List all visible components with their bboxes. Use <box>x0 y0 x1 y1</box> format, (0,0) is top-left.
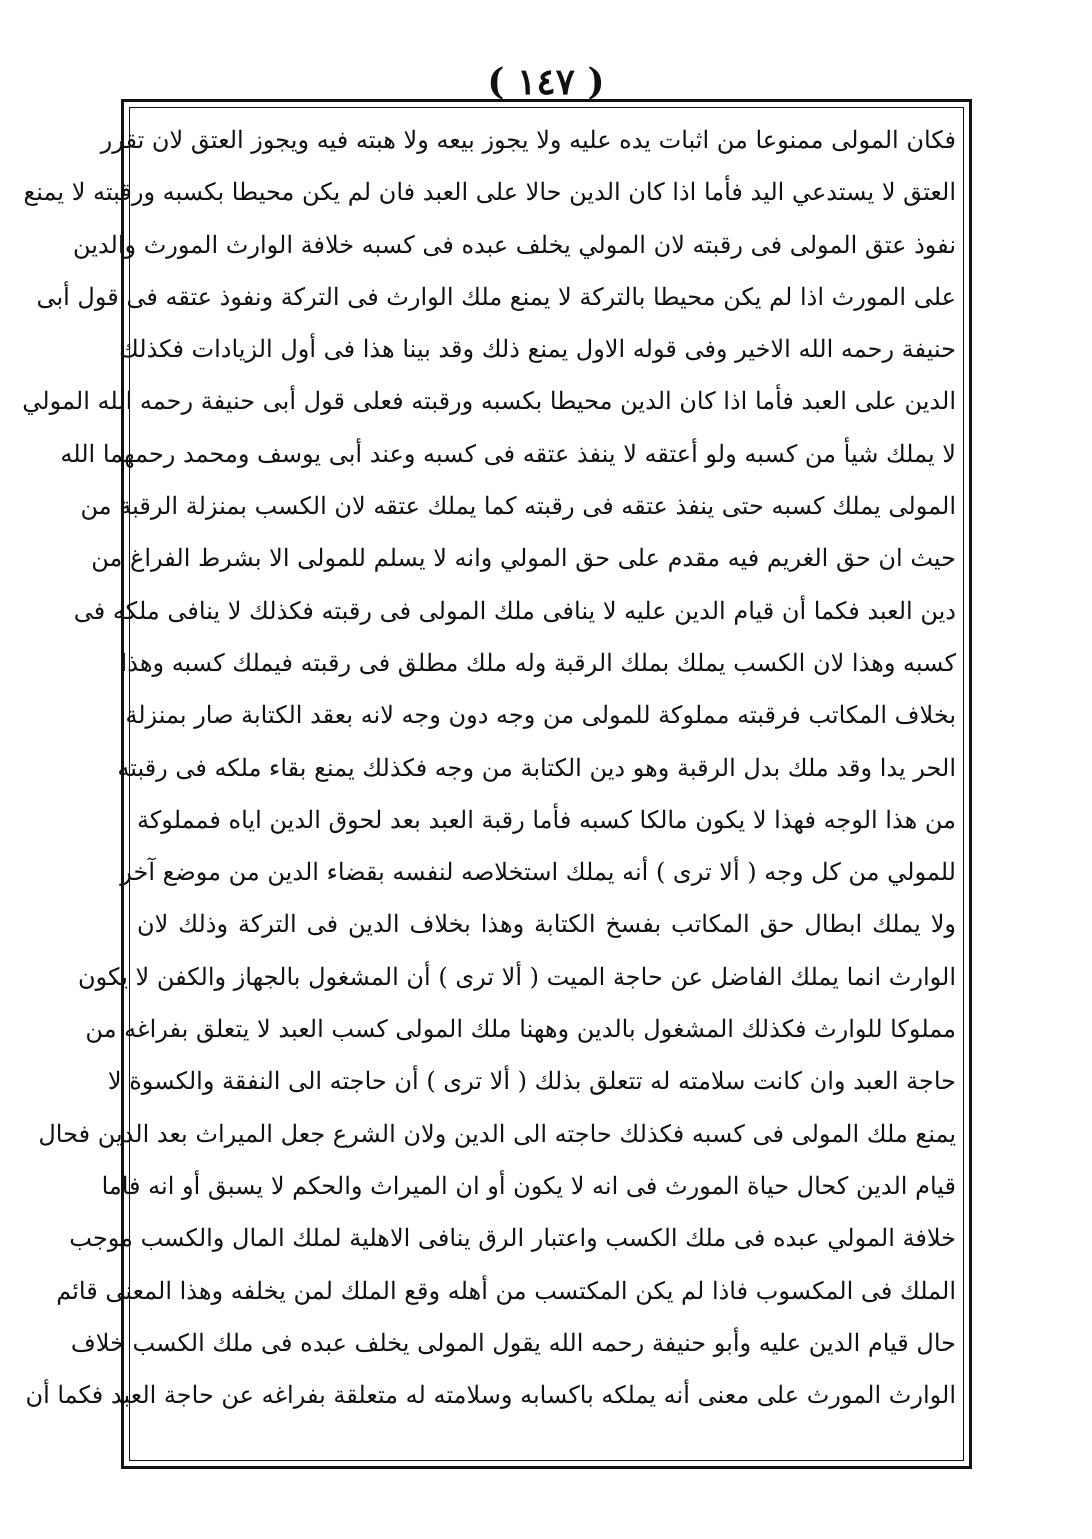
text-body <box>22 114 956 1454</box>
text-line: الوارث انما يملك الفاضل عن حاجة الميت ( ألا ترى ) أن المشغول بالجهاز والكفن لا يكون <box>77 962 956 991</box>
text-line: الدين على العبد فأما اذا كان الدين محيطا بكسبه ورقبته فعلى قول أبى حنيفة رحمه الله المولي <box>22 387 956 416</box>
text-line: دين العبد فكما أن قيام الدين عليه لا ينافى ملك المولى فى رقبته فكذلك لا ينافى ملكه فى <box>73 596 956 625</box>
text-line: العتق لا يستدعي اليد فأما اذا كان الدين حالا على العبد فان لم يكن محيطا بكسبه ورقبته لا يمنع <box>23 178 956 207</box>
text-line: للمولي من كل وجه ( ألا ترى ) أنه يملك استخلاصه لنفسه بقضاء الدين من موضع آخر <box>120 858 956 887</box>
text-line: حاجة العبد وان كانت سلامته له تتعلق بذلك ( ألا ترى ) أن حاجته الى النفقة والكسوة لا <box>107 1067 956 1096</box>
text-line: على المورث اذا لم يكن محيطا بالتركة لا يمنع ملك الوارث فى التركة ونفوذ عتقه فى قول أبى <box>36 282 956 311</box>
page-number: ( ١٤٧ ) <box>487 61 605 103</box>
text-line: حال قيام الدين عليه وأبو حنيفة رحمه الله يقول المولى يخلف عبده فى ملك الكسب خلاف <box>70 1328 956 1357</box>
text-line: لا يملك شيأ من كسبه ولو أعتقه لا ينفذ عتقه فى كسبه وعند أبى يوسف ومحمد رحمهما الله <box>60 439 956 468</box>
text-line: كسبه وهذا لان الكسب يملك بملك الرقبة وله ملك مطلق فى رقبته فيملك كسبه وهذا <box>120 648 956 677</box>
text-line: مملوكا للوارث فكذلك المشغول بالدين وههنا ملك المولى كسب العبد لا يتعلق بفراغه من <box>85 1015 956 1044</box>
text-line: ولا يملك ابطال حق المكاتب بفسخ الكتابة وهذا بخلاف الدين فى التركة وذلك لان <box>137 910 956 939</box>
text-line: الملك فى المكسوب فاذا لم يكن المكتسب من أهله وقع الملك لمن يخلفه وهذا المعنى قائم <box>56 1276 956 1305</box>
text-line: حيث ان حق الغريم فيه مقدم على حق المولي وانه لا يسلم للمولى الا بشرط الفراغ من <box>91 544 956 573</box>
text-line: فكان المولى ممنوعا من اثبات يده عليه ولا يجوز بيعه ولا هبته فيه ويجوز العتق لان تقرر <box>100 126 956 154</box>
text-line: المولى يملك كسبه حتى ينفذ عتقه فى رقبته كما يملك عتقه لان الكسب بمنزلة الرقبة من <box>80 492 956 521</box>
text-line: بخلاف المكاتب فرقبته مملوكة للمولى من وجه دون وجه لانه بعقد الكتابة صار بمنزلة <box>125 701 956 730</box>
text-line: قيام الدين كحال حياة المورث فى انه لا يكون أو ان الميراث والحكم لا يسبق أو انه فاما <box>101 1171 956 1200</box>
text-line: يمنع ملك المولى فى كسبه فكذلك حاجته الى الدين ولان الشرع جعل الميراث بعد الدين فحال <box>38 1119 956 1148</box>
text-line: الحر يدا وقد ملك بدل الرقبة وهو دين الكتابة من وجه فكذلك يمنع بقاء ملكه فى رقبته <box>117 753 956 782</box>
text-line: الوارث المورث على معنى أنه يملكه باكسابه وسلامته له متعلقة بفراغه عن حاجة العبد فكما أن <box>25 1381 956 1410</box>
text-line: من هذا الوجه فهذا لا يكون مالكا كسبه فأما رقبة العبد بعد لحوق الدين اياه فمملوكة <box>137 805 956 834</box>
text-line: نفوذ عتق المولى فى رقبته لان المولي يخلف عبده فى كسبه خلافة الوارث المورث والدين <box>72 230 956 259</box>
text-line: خلافة المولي عبده فى ملك الكسب واعتبار الرق ينافى الاهلية لملك المال والكسب موجب <box>69 1224 956 1253</box>
text-line: حنيفة رحمه الله الاخير وفى قوله الاول يمنع ذلك وقد بينا هذا فى أول الزيادات فكذلك <box>119 335 956 364</box>
